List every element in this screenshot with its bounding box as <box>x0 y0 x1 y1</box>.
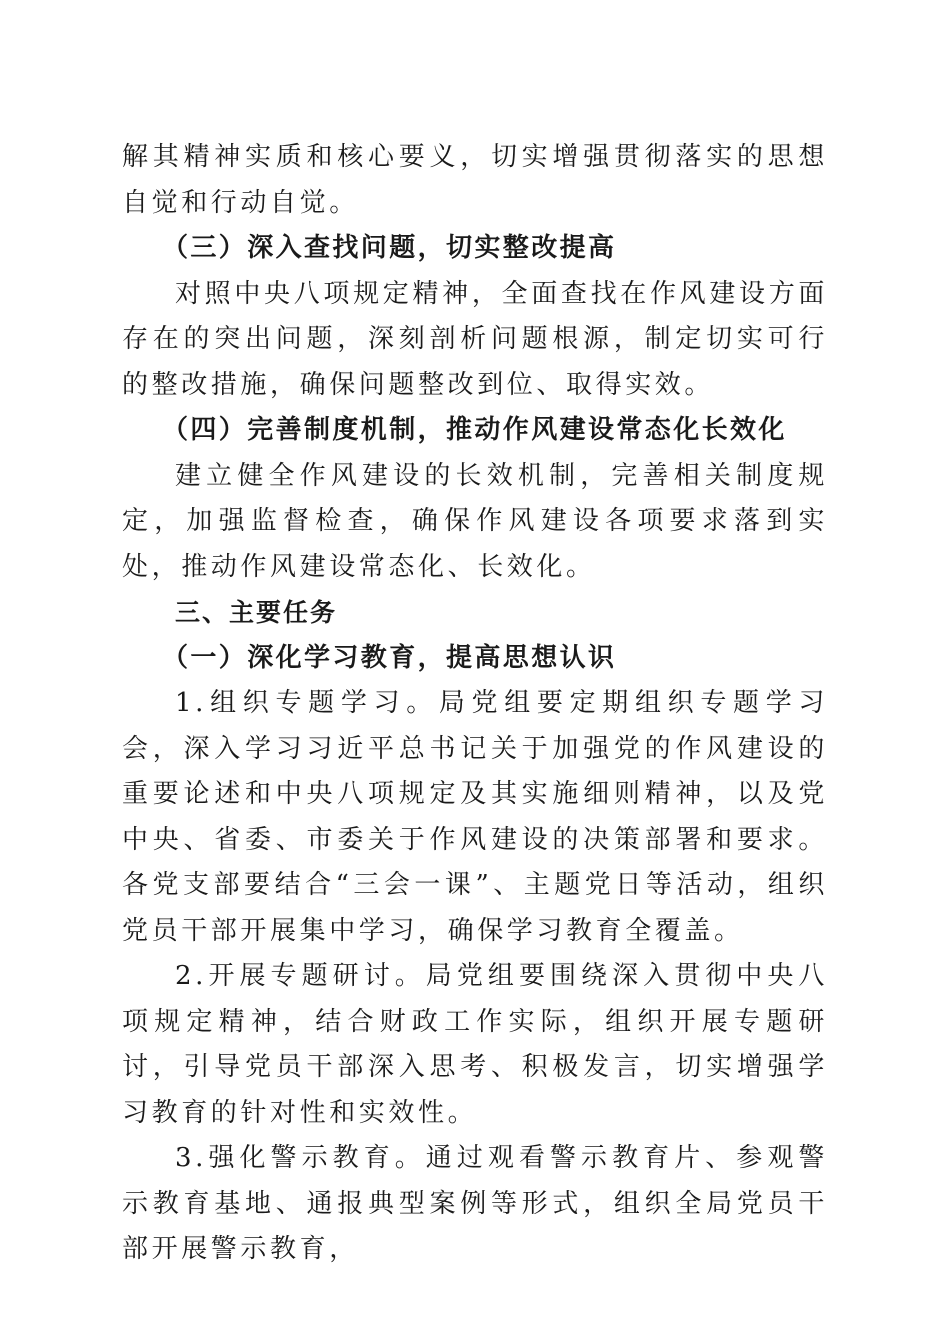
subheading-three: （三）深入查找问题，切实整改提高 <box>162 233 617 263</box>
paragraph-body: 建立健全作风建设的长效机制，完善相关制度规定，加强监督检查，确保作风建设各项要求落到实处，推动作风建设常态化、长效化。 <box>122 460 828 582</box>
subheading-four: （四）完善制度机制，推动作风建设常态化长效化 <box>162 415 787 445</box>
section-heading-main-tasks: 三、主要任务 <box>175 598 338 627</box>
paragraph-body: 对照中央八项规定精神，全面查找在作风建设方面存在的突出问题，深刻剖析问题根源，制定切实可行的整改措施，确保问题整改到位、取得实效。 <box>122 278 828 400</box>
paragraph-item-3: 3.强化警示教育。通过观看警示教育片、参观警示教育基地、通报典型案例等形式，组织全局党员干部开展警示教育， <box>122 1143 828 1264</box>
subheading-one: （一）深化学习教育，提高思想认识 <box>162 642 617 673</box>
paragraph-continuation: 解其精神实质和核心要义，切实增强贯彻落实的思想自觉和行动自觉。 <box>122 142 828 218</box>
paragraph-item-1: 1.组织专题学习。局党组要定期组织专题学习会，深入学习习近平总书记关于加强党的作风建设的重要论述和中央八项规定及其实施细则精神，以及党中央、省委、市委关于作风建设的决策部署和要求。各党支部要结合“三会一课”、主题党日等活动，组织党员干部开展集中学习，确保学习教育全覆盖。 <box>122 688 828 946</box>
paragraph-item-2: 2.开展专题研讨。局党组要围绕深入贯彻中央八项规定精神，结合财政工作实际，组织开展专题研讨，引导党员干部深入思考、积极发言，切实增强学习教育的针对性和实效性。 <box>122 961 828 1128</box>
document-body <box>122 135 828 1273</box>
